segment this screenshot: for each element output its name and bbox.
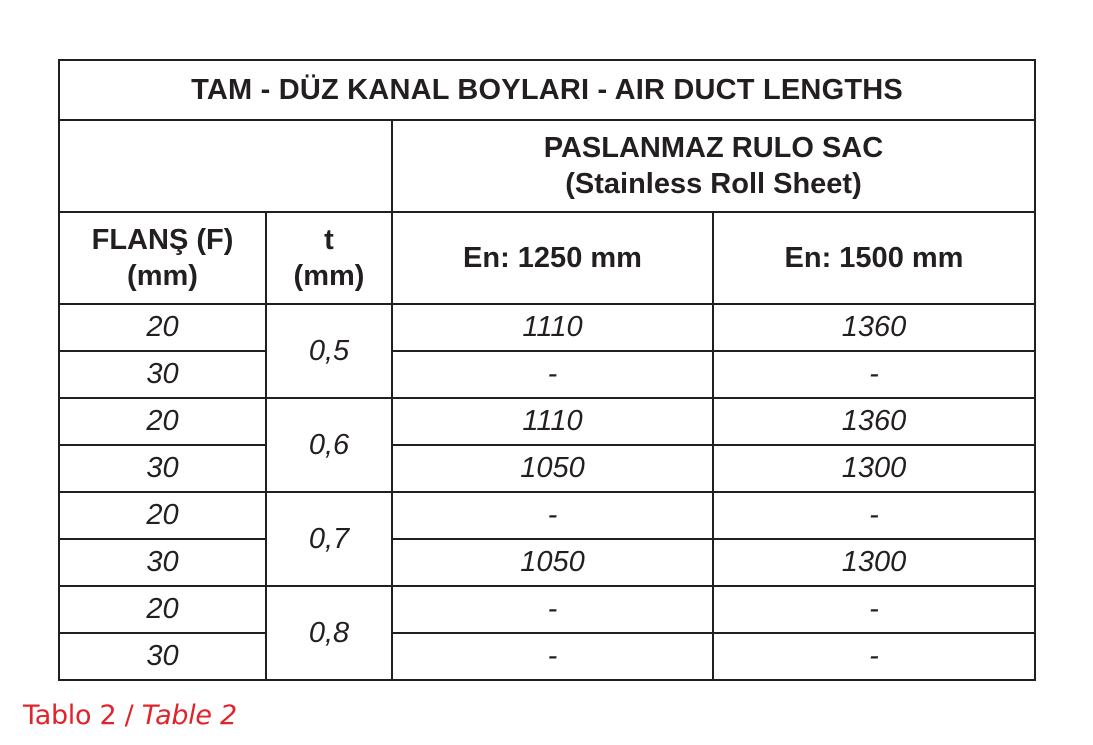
air-duct-lengths-table [58, 59, 1036, 681]
length-1500-cell: - [713, 351, 1035, 398]
length-1500-cell: - [713, 492, 1035, 539]
length-1250-cell: 1050 [392, 445, 713, 492]
table-caption [23, 700, 237, 731]
flange-cell: 20 [59, 586, 266, 633]
length-1250-cell: 1110 [392, 304, 713, 351]
table-row [59, 633, 1035, 680]
table-row [59, 351, 1035, 398]
length-1500-cell: 1360 [713, 304, 1035, 351]
length-1250-cell: - [392, 492, 713, 539]
thickness-header-line2: (mm) [293, 260, 365, 292]
thickness-column-header [266, 212, 392, 304]
table-row [59, 492, 1035, 539]
width-1250-column-header: En: 1250 mm [392, 212, 713, 304]
length-1250-cell: - [392, 586, 713, 633]
caption-english: Table 2 [141, 700, 237, 731]
flange-cell: 30 [59, 633, 266, 680]
length-1500-cell: - [713, 633, 1035, 680]
header-blank-cell [59, 120, 392, 212]
thickness-cell: 0,6 [266, 398, 392, 492]
length-1250-cell: 1050 [392, 539, 713, 586]
table-row [59, 586, 1035, 633]
table-row [59, 304, 1035, 351]
length-1250-cell: - [392, 633, 713, 680]
flange-cell: 20 [59, 398, 266, 445]
thickness-cell: 0,7 [266, 492, 392, 586]
length-1250-cell: 1110 [392, 398, 713, 445]
flange-header-line2: (mm) [127, 260, 198, 292]
width-1500-column-header: En: 1500 mm [713, 212, 1035, 304]
thickness-cell: 0,8 [266, 586, 392, 680]
flange-column-header [59, 212, 266, 304]
material-header [392, 120, 1035, 212]
table-row [59, 539, 1035, 586]
material-header-line1: PASLANMAZ RULO SAC [543, 132, 884, 164]
thickness-cell: 0,5 [266, 304, 392, 398]
length-1500-cell: 1300 [713, 445, 1035, 492]
table-row [59, 398, 1035, 445]
flange-cell: 20 [59, 304, 266, 351]
flange-cell: 30 [59, 351, 266, 398]
length-1250-cell: - [392, 351, 713, 398]
flange-cell: 30 [59, 539, 266, 586]
flange-cell: 30 [59, 445, 266, 492]
flange-header-line1: FLANŞ (F) [91, 224, 234, 256]
thickness-header-line1: t [324, 224, 334, 256]
material-header-line2: (Stainless Roll Sheet) [565, 168, 862, 200]
table-row [59, 445, 1035, 492]
length-1500-cell: 1300 [713, 539, 1035, 586]
flange-cell: 20 [59, 492, 266, 539]
table-title: TAM - DÜZ KANAL BOYLARI - AIR DUCT LENGTHS [59, 60, 1035, 120]
caption-turkish: Tablo 2 / [23, 700, 142, 731]
length-1500-cell: - [713, 586, 1035, 633]
length-1500-cell: 1360 [713, 398, 1035, 445]
